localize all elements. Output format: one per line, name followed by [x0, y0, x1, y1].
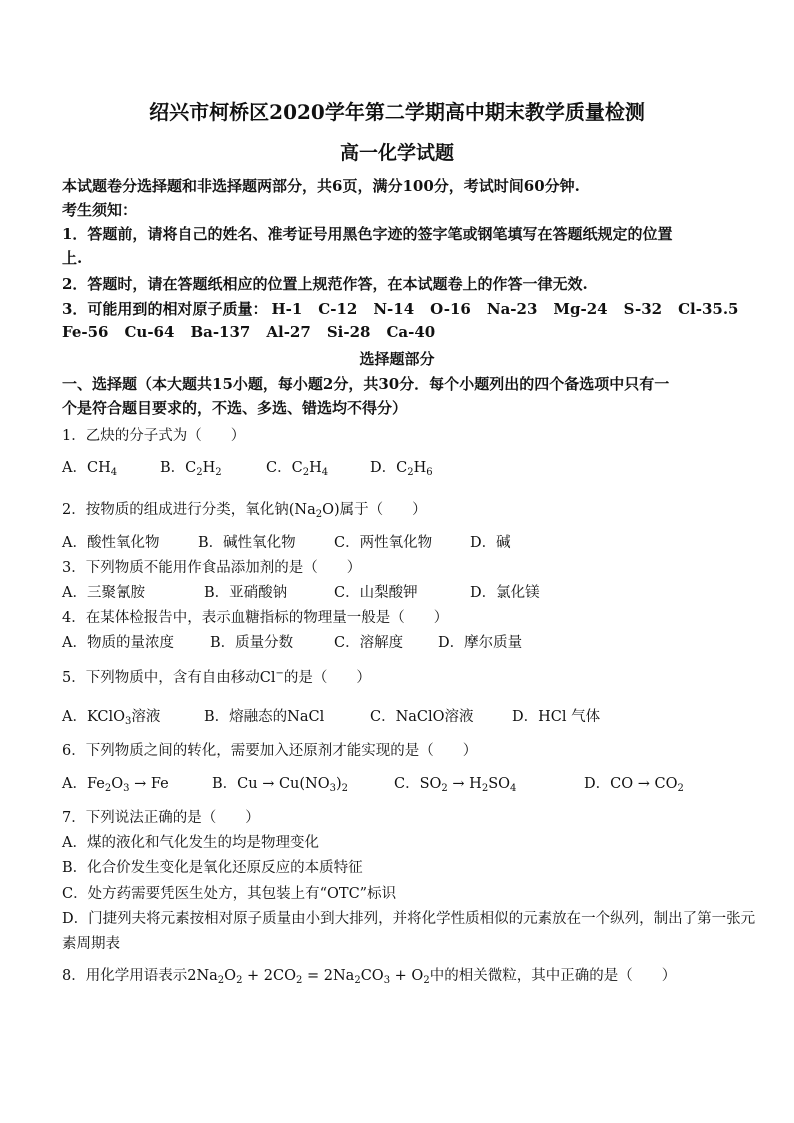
section-title: 选择题部分: [359, 350, 435, 368]
q6-option-b: B．$Cu \to Cu(NO_3)_2$: [212, 776, 349, 794]
mass-na: Na-23: [486, 300, 538, 318]
q5-option-b: B．熔融态的NaCl: [204, 709, 325, 725]
q6-option-c: C．$SO_2 \to H_2SO_4$: [394, 776, 517, 794]
q4-option-d: D．摩尔质量: [438, 635, 523, 651]
exam-subtitle: 高一化学试题: [339, 142, 454, 164]
q3-option-b: B．亚硝酸钠: [204, 585, 288, 601]
mass-si: Si-28: [326, 323, 371, 341]
mass-cl: Cl-35.5: [678, 300, 739, 318]
q1-option-b: B．$C_2H_2$: [160, 460, 222, 478]
q6-option-d: D．CO → $CO_2$: [584, 776, 684, 794]
q1-option-d: D．$C_2H_6$: [370, 460, 433, 478]
mass-cu: Cu-64: [124, 323, 175, 341]
q7-option-d: D．门捷列夫将元素按相对原子质量由小到大排列，并将化学性质相似的元素放在一个纵列，制出了第一张元: [62, 911, 756, 927]
q7-option-a: A．煤的液化和气化发生的均是物理变化: [62, 835, 319, 851]
mass-ca: Ca-40: [386, 323, 436, 341]
q5-option-c: C．NaClO溶液: [370, 709, 474, 725]
question-5-options: [62, 705, 600, 726]
question-3: 3．下列物质不能用作食品添加剂的是（ ）: [62, 560, 362, 576]
atomic-mass-row-2: [62, 323, 451, 341]
atomic-mass-label: 3．可能用到的相对原子质量：: [62, 300, 268, 318]
q4-option-b: B．质量分数: [210, 635, 294, 651]
mass-n: N-14: [373, 300, 415, 318]
q4-option-c: C．溶解度: [334, 635, 404, 651]
question-1: 1．乙炔的分子式为（ ）: [62, 428, 246, 444]
notice-item-1: 1．答题前，请将自己的姓名、准考证号用黑色字迹的签字笔或钢笔填写在答题纸规定的位置: [62, 225, 673, 243]
q1-option-c: C．$C_2H_4$: [266, 460, 329, 478]
section-instructions: 一、选择题（本大题共15小题，每小题2分，共30分．每个小题列出的四个备选项中只有一: [62, 375, 670, 393]
intro-line: 本试题卷分选择题和非选择题两部分，共6页，满分100分，考试时间60分钟.: [62, 177, 580, 195]
q7-option-b: B．化合价发生变化是氧化还原反应的本质特征: [62, 860, 363, 876]
question-4-options: [62, 631, 522, 652]
question-6: 6．下列物质之间的转化，需要加入还原剂才能实现的是（ ）: [62, 743, 478, 759]
question-7: 7．下列说法正确的是（ ）: [62, 810, 260, 826]
question-2-options: [62, 531, 511, 552]
q2-option-d: D．碱: [470, 535, 511, 551]
mass-o: O-16: [430, 300, 471, 318]
q3-option-c: C．山梨酸钾: [334, 585, 418, 601]
notice-item-1-cont: 上.: [62, 249, 83, 267]
q3-option-a: A．三聚氰胺: [62, 585, 145, 601]
exam-title: 绍兴市柯桥区2020学年第二学期高中期末教学质量检测: [149, 100, 645, 124]
question-6-options: [62, 772, 684, 793]
q5-option-a: A．KClO$_3$溶液: [62, 709, 161, 727]
q1-option-a: A．$CH_4$: [62, 460, 118, 478]
notice-item-3: [62, 298, 739, 319]
mass-al: Al-27: [266, 323, 311, 341]
notice-heading: 考生须知：: [62, 201, 138, 219]
question-3-options: [62, 581, 540, 602]
mass-mg: Mg-24: [553, 300, 608, 318]
q2-option-a: A．酸性氧化物: [62, 535, 160, 551]
q7-option-c: C．处方药需要凭医生处方，其包装上有“OTC”标识: [62, 886, 397, 902]
q7-option-d-cont: 素周期表: [62, 936, 120, 952]
q6-option-a: A．$Fe_2O_3 \to Fe$: [62, 776, 169, 794]
mass-s: S-32: [623, 300, 663, 318]
q2-option-b: B．碱性氧化物: [198, 535, 296, 551]
question-2: 2．按物质的组成进行分类，氧化钠$(Na_2O)$属于（ ）: [62, 502, 427, 520]
mass-h: H-1: [271, 300, 303, 318]
question-4: 4．在某体检报告中，表示血糖指标的物理量一般是（ ）: [62, 610, 449, 626]
mass-c: C-12: [318, 300, 358, 318]
mass-fe: Fe-56: [62, 323, 109, 341]
q5-option-d: D．HCl 气体: [512, 709, 601, 725]
q4-option-a: A．物质的量浓度: [62, 635, 174, 651]
question-8: 8．用化学用语表示$2Na_2O_2 + 2CO_2 = 2Na_2CO_3 + O_2$中的相关微粒，其中正确的是（ ）: [62, 968, 677, 986]
notice-item-2: 2．答题时，请在答题纸相应的位置上规范作答，在本试题卷上的作答一律无效.: [62, 275, 588, 293]
mass-ba: Ba-137: [190, 323, 251, 341]
q2-option-c: C．两性氧化物: [334, 535, 433, 551]
question-1-options: [62, 456, 433, 477]
section-instructions-cont: 个是符合题目要求的，不选、多选、错选均不得分）: [62, 399, 408, 417]
q3-option-d: D．氯化镁: [470, 585, 540, 601]
question-5: 5．下列物质中，含有自由移动Cl−的是（ ）: [62, 668, 371, 686]
